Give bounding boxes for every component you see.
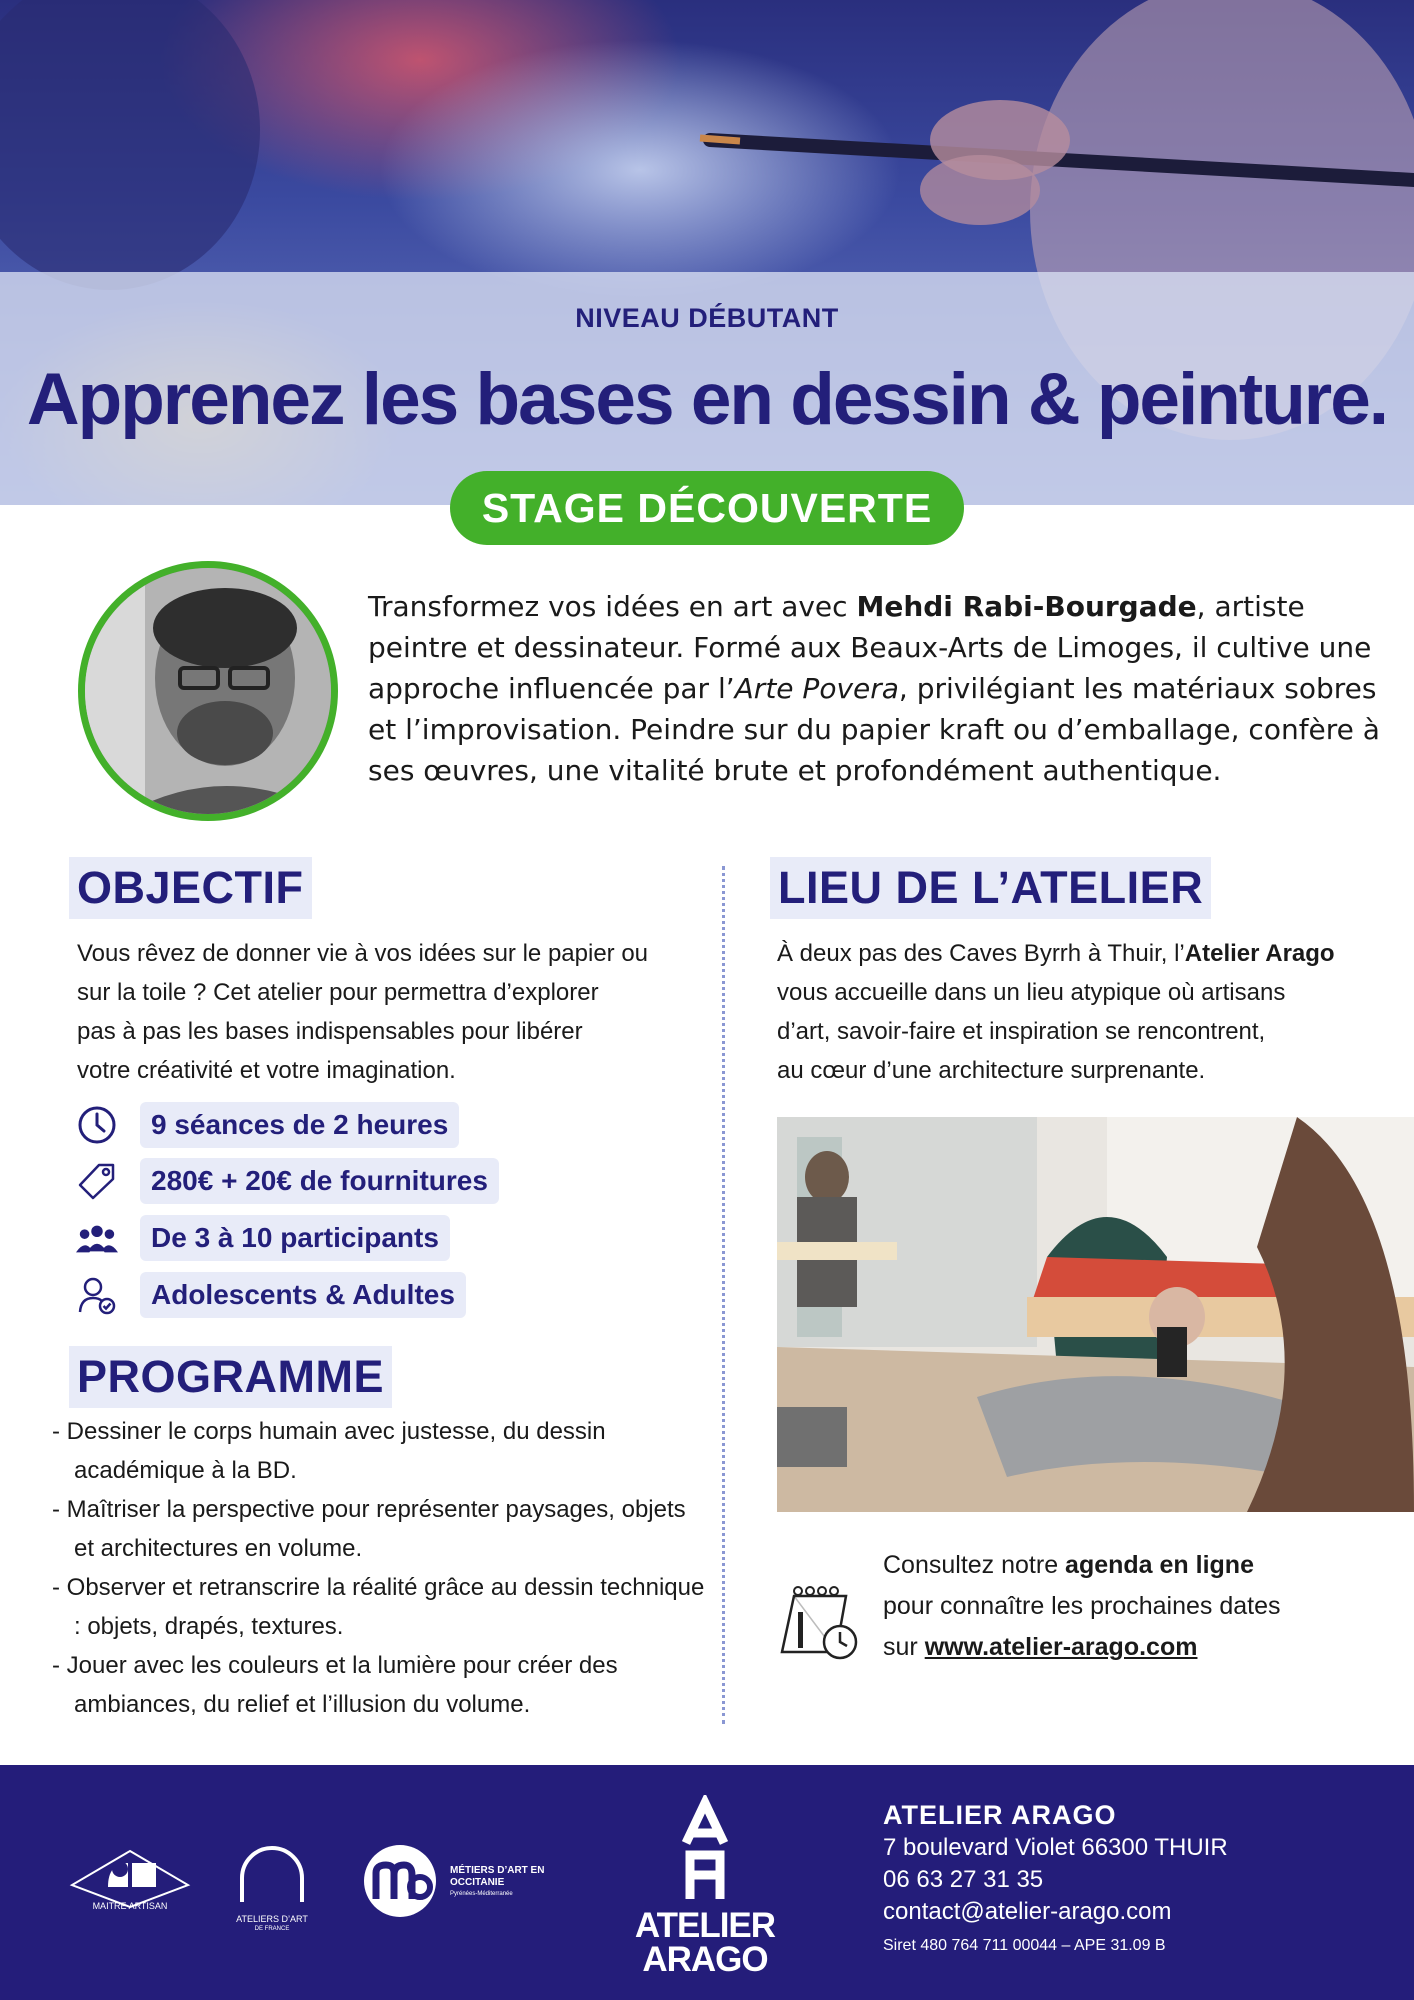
brand-name: ARAGO — [642, 1940, 768, 1979]
art-movement: Arte Povera — [734, 672, 899, 705]
group-icon — [76, 1217, 118, 1259]
atelier-arago-logo — [620, 1795, 790, 1985]
metiers-art-occitanie-logo — [362, 1843, 545, 1923]
bio-part2: , artiste peintre et dessinateur. Formé aux Beaux-Arts de Limoges, il cultive une approche influencée par l’ — [368, 590, 1372, 705]
objectif-title: OBJECTIF — [69, 857, 312, 919]
agenda-text — [883, 1545, 1280, 1668]
logo-caption: ATELIERS D’ART — [236, 1914, 308, 1924]
info-label: De 3 à 10 participants — [140, 1215, 450, 1261]
contact-name: ATELIER ARAGO — [883, 1800, 1117, 1830]
stage-badge: STAGE DÉCOUVERTE — [450, 471, 964, 545]
maitre-artisan-logo — [68, 1845, 192, 1925]
logo-caption: MAITRE ARTISAN — [92, 1901, 168, 1911]
venue-name: Atelier Arago — [1184, 940, 1335, 967]
lieu-title: LIEU DE L’ATELIER — [770, 857, 1211, 919]
logo-caption: DE FRANCE — [254, 1926, 290, 1932]
website-link[interactable]: www.atelier-arago.com — [924, 1633, 1198, 1661]
contact-phone[interactable]: 06 63 27 31 35 — [883, 1866, 1044, 1893]
bio-intro: Transformez vos idées en art avec — [368, 590, 857, 623]
siret-info: Siret 480 764 711 00044 – APE 31.09 B — [883, 1937, 1166, 1954]
logo-caption: Pyrénées-Méditerranée — [450, 1891, 513, 1897]
page-title: Apprenez les bases en dessin & peinture. — [26, 359, 1388, 440]
lieu-line: À deux pas des Caves Byrrh à Thuir, l’ — [777, 940, 1185, 967]
objectif-line: Vous rêvez de donner vie à vos idées sur le papier ou — [77, 940, 649, 967]
list-item: - Observer et retranscrire la réalité grâce au dessin technique : objets, drapés, textures. — [52, 1574, 705, 1640]
calendar-clock-icon — [776, 1582, 862, 1660]
lieu-line: vous accueille dans un lieu atypique où artisans — [777, 979, 1286, 1006]
list-item: - Jouer avec les couleurs et la lumière pour créer des ambiances, du relief et l’illusion du volume. — [52, 1652, 618, 1718]
info-item-participants — [76, 1215, 450, 1261]
contact-email[interactable]: contact@atelier-arago.com — [883, 1898, 1172, 1925]
info-label: 280€ + 20€ de fournitures — [140, 1158, 499, 1204]
contact-block — [883, 1798, 1228, 1964]
logo-caption: MÉTIERS D’ART EN OCCITANIE — [450, 1865, 545, 1888]
agenda-line: sur — [883, 1633, 925, 1661]
bio-part3: , privilégiant les matériaux sobres et l’improvisation. Peindre sur du papier kraft ou d’emballage, confère à ses œuvres, une vitalité brute et profondément authentique. — [368, 672, 1380, 787]
artist-portrait — [78, 561, 338, 821]
info-item-sessions — [76, 1102, 459, 1148]
info-item-price — [76, 1158, 499, 1204]
agenda-line: pour connaître les prochaines dates — [883, 1592, 1281, 1620]
list-item: - Dessiner le corps humain avec justesse, du dessin académique à la BD. — [52, 1418, 606, 1484]
ateliers-art-logo — [222, 1840, 322, 1940]
programme-list — [52, 1412, 712, 1724]
level-label: NIVEAU DÉBUTANT — [575, 303, 839, 333]
studio-photo — [777, 1117, 1414, 1512]
info-item-audience — [76, 1272, 466, 1318]
objectif-line: sur la toile ? Cet atelier pour permettra d’explorer — [77, 979, 599, 1006]
agenda-line: Consultez notre — [883, 1551, 1066, 1579]
artist-name: Mehdi Rabi-Bourgade — [856, 590, 1197, 623]
objectif-text — [77, 934, 717, 1090]
artist-bio — [368, 586, 1398, 791]
price-tag-icon — [76, 1160, 118, 1202]
column-divider — [722, 866, 725, 1724]
user-check-icon — [76, 1274, 118, 1316]
objectif-line: votre créativité et votre imagination. — [77, 1057, 456, 1084]
lieu-line: d’art, savoir-faire et inspiration se rencontrent, — [777, 1018, 1266, 1045]
list-item: - Maîtriser la perspective pour représenter paysages, objets et architectures en volume. — [52, 1496, 686, 1562]
contact-address: 7 boulevard Violet 66300 THUIR — [883, 1834, 1228, 1861]
info-label: 9 séances de 2 heures — [140, 1102, 459, 1148]
clock-icon — [76, 1104, 118, 1146]
agenda-highlight: agenda en ligne — [1065, 1551, 1254, 1579]
brand-name: ATELIER — [634, 1906, 776, 1945]
lieu-text — [777, 934, 1407, 1090]
objectif-line: pas à pas les bases indispensables pour libérer — [77, 1018, 583, 1045]
lieu-line: au cœur d’une architecture surprenante. — [777, 1057, 1206, 1084]
info-label: Adolescents & Adultes — [140, 1272, 466, 1318]
programme-title: PROGRAMME — [69, 1346, 392, 1408]
